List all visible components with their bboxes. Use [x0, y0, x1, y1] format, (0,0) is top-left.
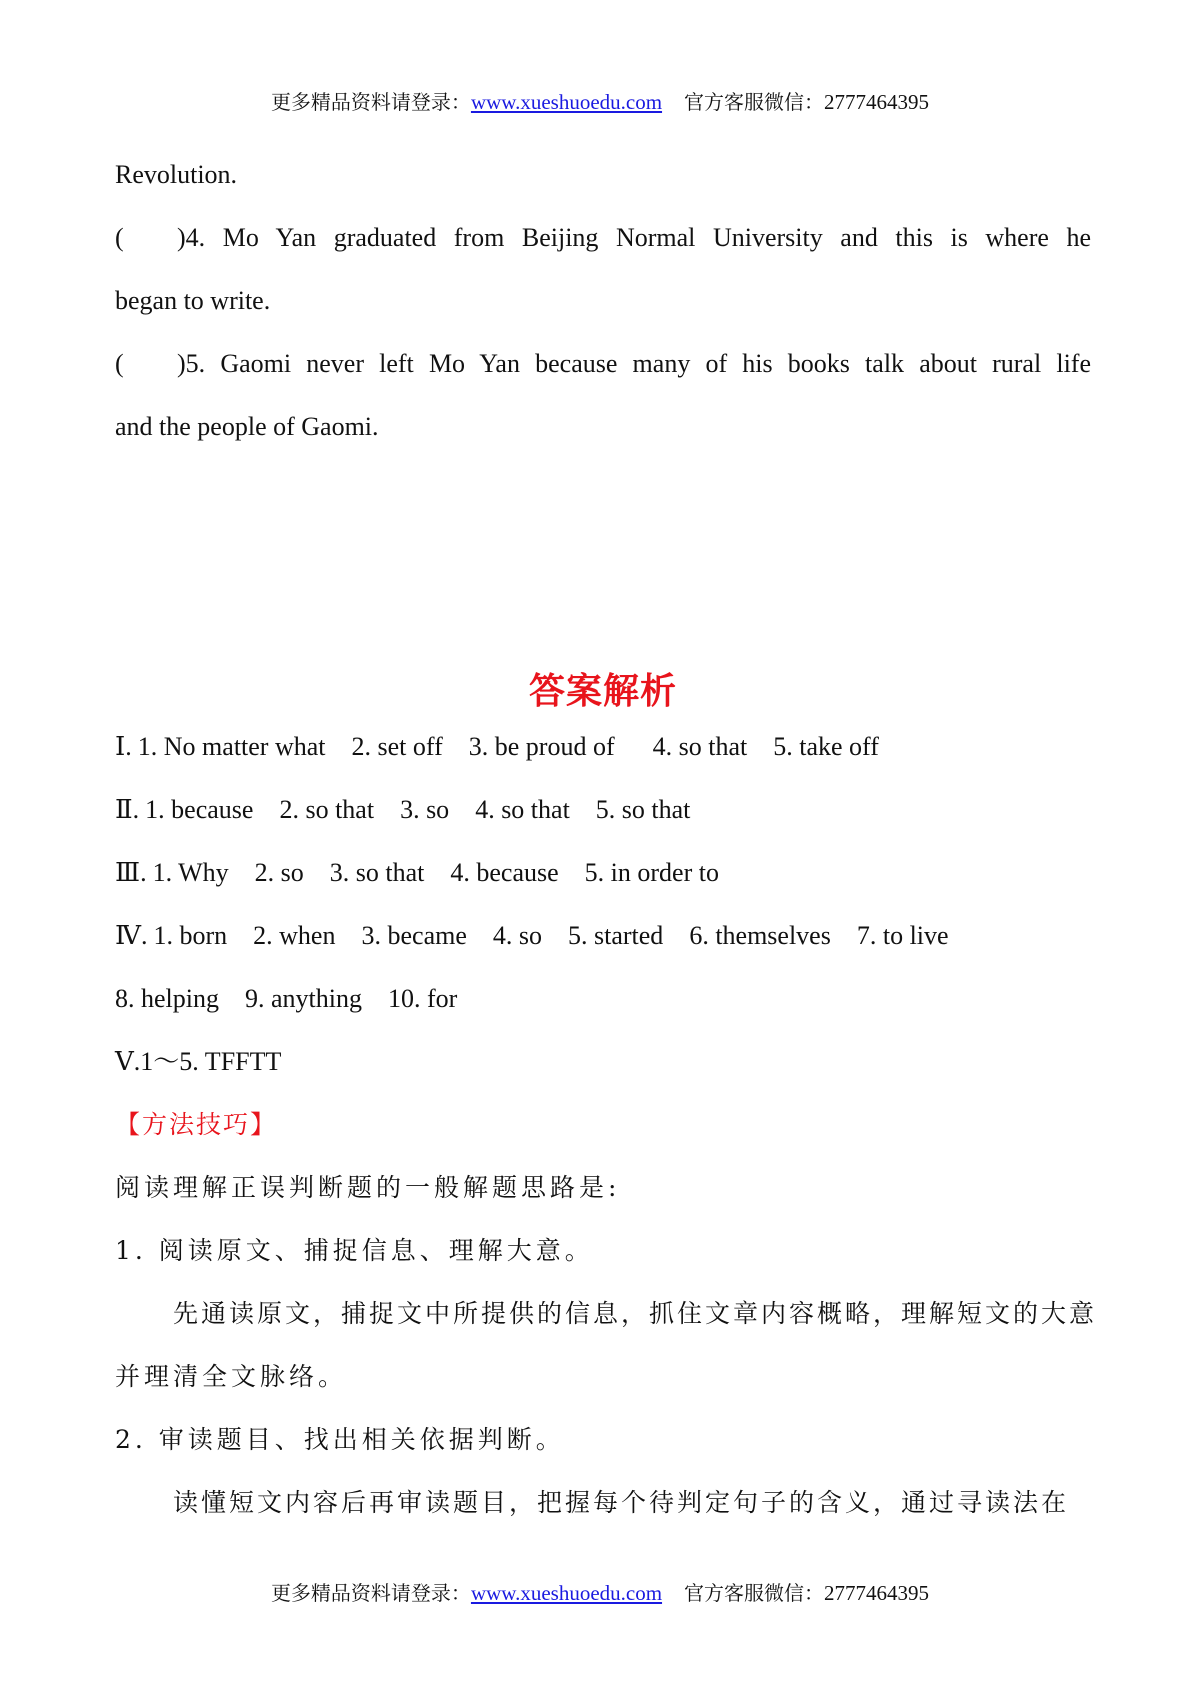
answer-part-5: [115, 1042, 1091, 1105]
question-4-number: )4.: [177, 223, 206, 252]
answer-item: 3. became: [361, 921, 467, 950]
answer-item: 1～5. TFFTT: [140, 1047, 282, 1076]
answer-item: 9. anything: [245, 984, 362, 1013]
answer-item: 2. so: [254, 858, 304, 887]
answer-item: 8. helping: [115, 984, 219, 1013]
answer-part-4-line1: [115, 916, 1091, 979]
header-website-link[interactable]: www.xueshuoedu.com: [470, 90, 663, 114]
page-content: [115, 155, 1098, 1546]
method-intro: 阅读理解正误判断题的一般解题思路是:: [115, 1173, 621, 1202]
answer-part-4-line2: [115, 979, 1091, 1042]
answer-item: 10. for: [388, 984, 458, 1013]
answer-part-1-label: Ⅰ.: [115, 732, 132, 761]
answer-item: 3. so that: [329, 858, 425, 887]
method-step-1-body-line2: 并理清全文脉络。: [115, 1362, 348, 1391]
answer-item: 7. to live: [856, 921, 949, 950]
answer-part-5-label: Ⅴ.: [115, 1047, 141, 1076]
header-prefix: 更多精品资料请登录：: [270, 90, 471, 114]
method-step-2-title: 2. 审读题目、找出相关依据判断。: [115, 1425, 565, 1454]
answer-part-3: [115, 853, 1091, 916]
question-4-text: Mo Yan graduated from Beijing Normal University and this is where he: [222, 223, 1091, 252]
footer-website-link[interactable]: www.xueshuoedu.com: [470, 1581, 663, 1605]
answers-title: 答案解析: [528, 671, 677, 712]
answer-item: 4. because: [450, 858, 559, 887]
answer-item: 4. so that: [475, 795, 570, 824]
question-5-open-paren: (: [115, 349, 124, 378]
footer-prefix: 更多精品资料请登录：: [270, 1581, 471, 1605]
header-service-label: 官方客服微信：: [684, 90, 825, 114]
method-heading: 【方法技巧】: [115, 1110, 278, 1139]
footer-wechat-number: 2777464395: [824, 1581, 930, 1605]
answer-item: 1. born: [153, 921, 228, 950]
question-4-line1: [115, 218, 1091, 281]
method-step-2-body-line1: 读懂短文内容后再审读题目，把握每个待判定句子的含义，通过寻读法在: [173, 1488, 1070, 1517]
answer-part-3-label: Ⅲ.: [115, 858, 147, 887]
answer-item: 5. so that: [595, 795, 691, 824]
method-step-1-title: 1. 阅读原文、捕捉信息、理解大意。: [115, 1236, 594, 1265]
answer-item: 1. No matter what: [137, 732, 326, 761]
question-5-line2: and the people of Gaomi.: [115, 412, 379, 441]
question-5-line1: [115, 344, 1091, 407]
answer-item: 3. so: [400, 795, 450, 824]
question-3-tail: Revolution.: [115, 160, 238, 189]
answer-item: 5. started: [568, 921, 664, 950]
answer-item: 2. set off: [351, 732, 443, 761]
answer-item: 2. so that: [279, 795, 375, 824]
header-wechat-number: 2777464395: [824, 90, 930, 114]
answer-item: 1. Why: [152, 858, 229, 887]
answer-item: 4. so: [492, 921, 542, 950]
answer-item: 1. because: [145, 795, 254, 824]
answer-item: 4. so that: [652, 732, 748, 761]
question-5-text: Gaomi never left Mo Yan because many of his books talk about rural life: [220, 349, 1091, 378]
question-5-number: )5.: [177, 349, 206, 378]
answer-part-2-label: Ⅱ.: [115, 795, 140, 824]
answer-item: 5. in order to: [584, 858, 719, 887]
answer-part-2: [115, 790, 1091, 853]
question-4-line2: began to write.: [115, 286, 271, 315]
answer-part-4-label: Ⅳ.: [115, 921, 148, 950]
footer-service-label: 官方客服微信：: [684, 1581, 825, 1605]
answer-item: 3. be proud of: [468, 732, 615, 761]
page-header: [0, 86, 1200, 115]
answer-part-1: [115, 727, 1091, 790]
method-step-1-body-line1: 先通读原文，捕捉文中所提供的信息，抓住文章内容概略，理解短文的大意: [173, 1299, 1098, 1328]
answer-item: 2. when: [253, 921, 336, 950]
page-footer: [0, 1577, 1200, 1606]
question-4-open-paren: (: [115, 223, 124, 252]
answer-item: 5. take off: [773, 732, 879, 761]
answer-item: 6. themselves: [689, 921, 831, 950]
